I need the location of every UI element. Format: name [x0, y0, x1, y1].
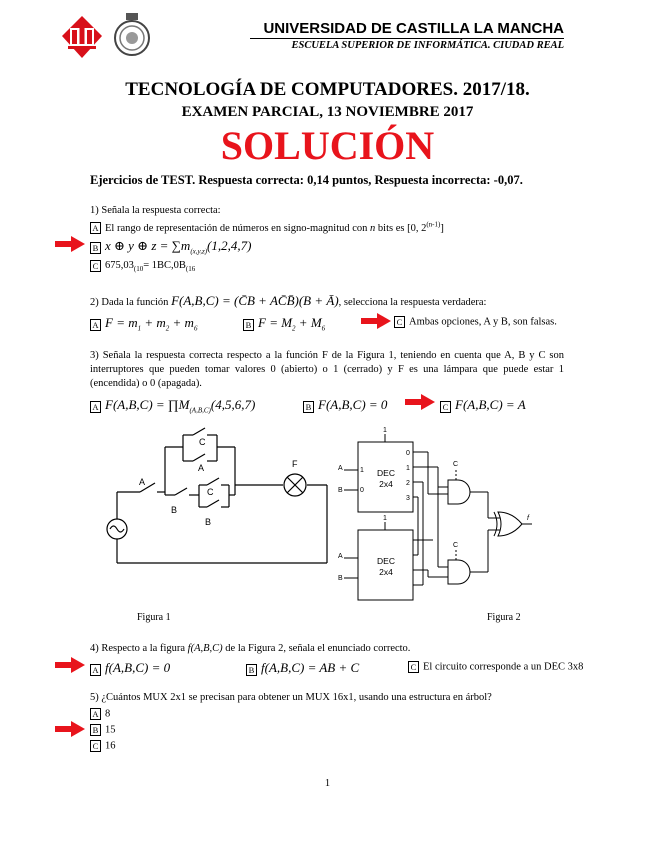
option-letter-box: B: [246, 664, 257, 676]
option-text: f(A,B,C) = AB + C: [261, 660, 360, 675]
figure-2-caption: Figura 2: [487, 612, 521, 623]
fig2-label-c-2: C: [453, 542, 459, 549]
option-letter-box: A: [90, 664, 101, 676]
figure-1-switch-circuit: [95, 425, 335, 585]
option-text: 15: [105, 724, 116, 736]
fig2-label-enable-1: 1: [383, 427, 387, 434]
option-text: El circuito corresponde a un DEC 3x8: [423, 661, 584, 673]
option-letter-box: B: [90, 724, 101, 736]
option-text: $675,03_{(10}= 1BC,0B_{(16}$: [105, 260, 196, 274]
option-letter-box: A: [90, 222, 101, 234]
option-text: F(A,B,C) = 0: [318, 397, 388, 412]
fig1-label-a-main: A: [139, 477, 146, 487]
school-name: ESCUELA SUPERIOR DE INFORMÁTICA. CIUDAD REAL: [291, 40, 564, 51]
question-4-option-b[interactable]: [246, 660, 359, 676]
fig2-label-out2: 2: [406, 480, 410, 487]
solution-heading: SOLUCIÓN: [220, 123, 435, 168]
option-text: $F = m_1 + m_2 + m_6$: [105, 315, 198, 333]
option-text: x ⊕ y ⊕ $z = \sum m_{(x,y,z)}(1,2,4,7)$: [105, 238, 252, 256]
option-letter-box: B: [243, 319, 254, 331]
option-text: El rango de representación de números en signo-magnitud con n bits es [0, 2$^{(n-1)}$]: [105, 220, 444, 234]
option-letter-box: C: [394, 316, 405, 328]
fig1-label-c: C: [199, 437, 206, 447]
university-name: UNIVERSIDAD DE CASTILLA LA MANCHA: [263, 20, 564, 37]
question-4-option-c[interactable]: [408, 661, 583, 673]
test-instructions: Ejercicios de TEST. Respuesta correcta: 0,14 puntos, Respuesta incorrecta: -0,07.: [90, 173, 523, 187]
option-text: F(A,B,C) = A: [455, 397, 526, 412]
fig1-label-f: F: [292, 459, 298, 469]
question-2-option-c[interactable]: [394, 316, 557, 328]
question-5-option-a[interactable]: [90, 708, 110, 720]
correct-answer-arrow-icon: [55, 236, 85, 252]
fig2-label-b-1: B: [338, 487, 343, 494]
question-4-prompt: 4) Respecto a la figura f(A,B,C) de la Figura 2, señala el enunciado correcto.: [90, 643, 411, 654]
question-5-option-c[interactable]: [90, 740, 116, 752]
exam-title: EXAMEN PARCIAL, 13 NOVIEMBRE 2017: [181, 104, 474, 120]
question-1-option-c[interactable]: [90, 260, 195, 274]
question-3-option-a[interactable]: [90, 397, 255, 415]
fig2-label-a-1: A: [338, 465, 343, 472]
option-letter-box: C: [440, 401, 451, 413]
fig1-label-c-lower: C: [207, 487, 214, 497]
option-letter-box: C: [90, 740, 101, 752]
figure-1-caption: Figura 1: [137, 612, 171, 623]
question-3-option-c[interactable]: [440, 397, 526, 413]
option-text: Ambas opciones, A y B, son falsas.: [409, 316, 557, 328]
fig2-label-out1: 1: [406, 465, 410, 472]
option-letter-box: B: [90, 242, 101, 254]
dec2-label-top: DEC: [377, 556, 395, 566]
option-text: 16: [105, 740, 116, 752]
question-1-option-a[interactable]: [90, 220, 444, 234]
course-title: TECNOLOGÍA DE COMPUTADORES. 2017/18.: [125, 79, 530, 100]
fig2-label-in1: 1: [360, 467, 364, 474]
fig2-label-out3: 3: [406, 495, 410, 502]
question-1-option-b[interactable]: [90, 238, 251, 256]
university-logo: [60, 14, 104, 60]
question-1-prompt: 1) Señala la respuesta correcta:: [90, 205, 221, 216]
fig2-label-b-2: B: [338, 575, 343, 582]
fig2-label-f: f: [527, 515, 529, 522]
dec2-label-bottom: 2x4: [379, 567, 393, 577]
option-text: $F(A,B,C) = \prod M_{(A,B,C)}(4,5,6,7)$: [105, 397, 256, 415]
fig2-label-out0: 0: [406, 450, 410, 457]
question-3-option-b[interactable]: [303, 397, 387, 413]
correct-answer-arrow-icon: [405, 394, 435, 410]
option-letter-box: A: [90, 319, 101, 331]
fig1-label-b-lower: B: [205, 517, 212, 527]
page-number: 1: [324, 778, 331, 789]
fig1-label-a-top: A: [198, 463, 205, 473]
question-5-prompt: 5) ¿Cuántos MUX 2x1 se precisan para obtener un MUX 16x1, usando una estructura en árbol?: [90, 692, 492, 703]
correct-answer-arrow-icon: [55, 721, 85, 737]
option-text: f(A,B,C) = 0: [105, 660, 171, 675]
fig1-label-b-left: B: [171, 505, 178, 515]
option-text: 8: [105, 708, 111, 720]
fig2-label-a-2: A: [338, 553, 343, 560]
option-letter-box: B: [303, 401, 314, 413]
school-seal-logo: [110, 12, 154, 58]
question-2-option-a[interactable]: [90, 315, 197, 333]
question-2-prompt: 2) Dada la función F(A,B,C) = (C̄B + AC̄B̄)(B + Ā), selecciona la respuesta verdadera:: [90, 293, 487, 308]
dec1-label-bottom: 2x4: [379, 479, 393, 489]
correct-answer-arrow-icon: [361, 313, 391, 329]
dec1-label-top: DEC: [377, 468, 395, 478]
option-text: $F = M_2 + M_6$: [258, 315, 326, 333]
fig2-label-enable-2: 1: [383, 515, 387, 522]
correct-answer-arrow-icon: [55, 657, 85, 673]
fig2-label-c-1: C: [453, 461, 459, 468]
option-letter-box: A: [90, 401, 101, 413]
question-2-option-b[interactable]: [243, 315, 325, 333]
question-5-option-b[interactable]: [90, 724, 116, 736]
header-divider: [250, 38, 564, 39]
option-letter-box: A: [90, 708, 101, 720]
question-3-prompt: 3) Señala la respuesta correcta respecto a la función F de la Figura 1, teniendo en cuenta que A, B y C son interruptores que pueden tomar valores 0 (abierto) o 1 (cerrado) y F es una lámpara que puede estar 1 (encendida) o 0 (apagada).: [90, 350, 564, 389]
question-4-option-a[interactable]: [90, 660, 170, 676]
fig2-label-in0: 0: [360, 487, 364, 494]
option-letter-box: C: [408, 661, 419, 673]
option-letter-box: C: [90, 260, 101, 272]
figure-2-decoder-circuit: [338, 427, 538, 607]
